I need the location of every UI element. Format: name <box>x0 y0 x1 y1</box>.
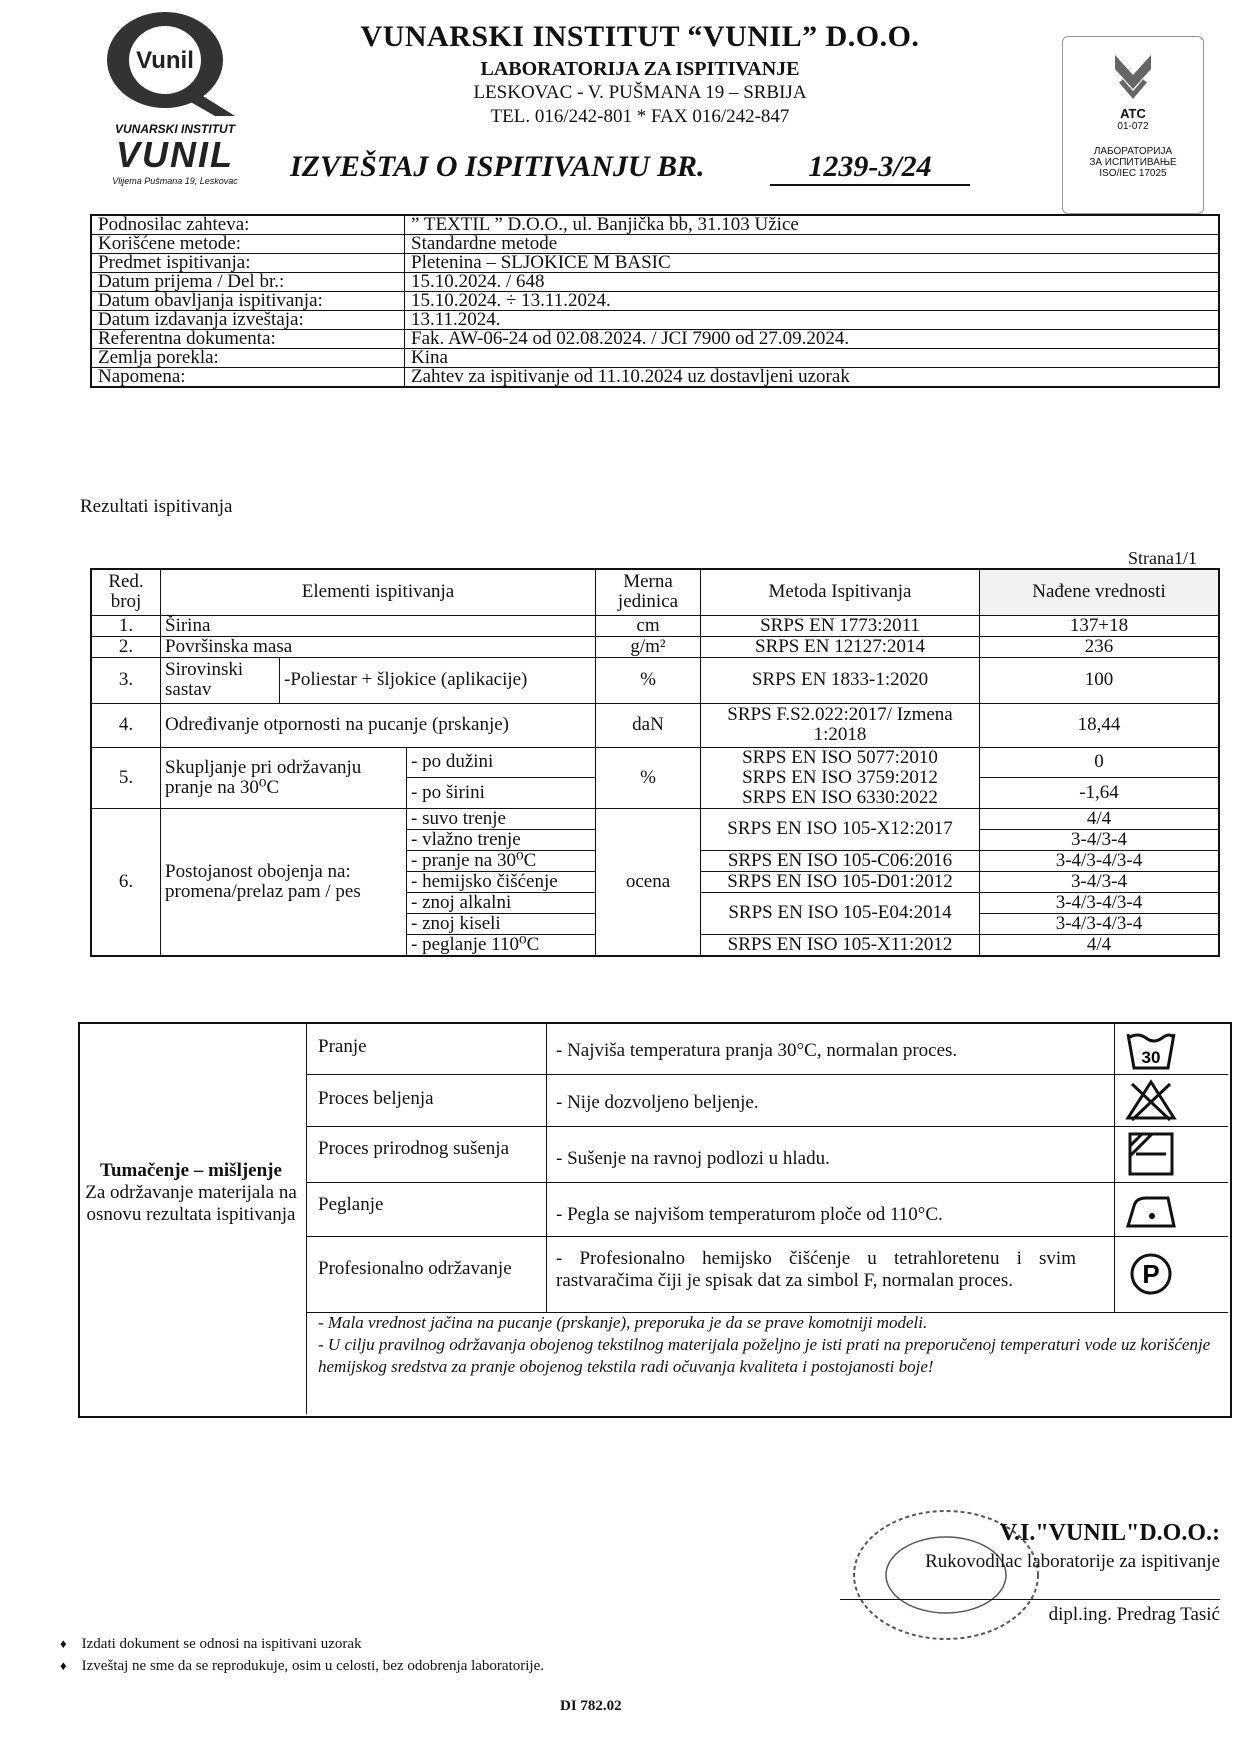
care-desc: - Sušenje na ravnoj podlozi u hladu. <box>556 1148 830 1169</box>
row-value: 3-4/3-4 <box>980 829 1220 850</box>
accreditation-badge <box>1062 36 1204 214</box>
care-row-professional <box>306 1236 1228 1313</box>
method-line: SRPS EN ISO 6330:2022 <box>742 786 938 808</box>
row-value: 137+18 <box>980 615 1220 636</box>
info-key: Napomena: <box>91 368 405 388</box>
footer-note-text: Izdati dokument se odnosi na ispitivani uzorak <box>81 1636 362 1652</box>
row-subelement: - znoj kiseli <box>407 913 596 934</box>
info-key: Zemlja porekla: <box>91 349 405 368</box>
row-unit: g/m² <box>596 636 701 657</box>
info-value: Kina <box>405 349 1220 368</box>
care-label: Proces beljenja <box>318 1088 434 1109</box>
logo-q-text: Vunil <box>136 47 194 74</box>
info-key: Podnosilac zahteva: <box>91 215 405 235</box>
info-key: Datum prijema / Del br.: <box>91 273 405 292</box>
wash-30-icon <box>1124 1028 1178 1072</box>
bullet-icon: ♦ <box>60 1636 67 1651</box>
table-row <box>91 808 1219 829</box>
row-method: SRPS EN 12127:2014 <box>701 636 980 657</box>
table-row <box>91 636 1219 657</box>
row-unit: cm <box>596 615 701 636</box>
bullet-icon: ♦ <box>60 1658 67 1673</box>
info-key: Predmet ispitivanja: <box>91 254 405 273</box>
row-method: SRPS EN 1833-1:2020 <box>701 657 980 703</box>
atc-emblem-icon <box>1103 51 1163 101</box>
col-header-value: Nađene vrednosti <box>980 569 1220 615</box>
method-line: SRPS EN ISO 5077:2010 <box>742 746 938 768</box>
row-value: 4/4 <box>980 934 1220 956</box>
signature-role: Rukovodilac laboratorije za ispitivanje <box>925 1551 1220 1572</box>
row-value: 3-4/3-4/3-4 <box>980 892 1220 913</box>
institute-logo <box>95 8 245 118</box>
atc-line2: ЗА ИСПИТИВАЊЕ <box>1089 157 1177 168</box>
logo-wordmark: VUNIL <box>116 134 234 175</box>
row-no: 3. <box>91 657 161 703</box>
method-line: SRPS EN ISO 3759:2012 <box>742 766 938 788</box>
document-id: DI 782.02 <box>560 1698 622 1714</box>
info-value: Standardne metode <box>405 235 1220 254</box>
row-method: SRPS EN 1773:2011 <box>701 615 980 636</box>
table-row <box>91 657 1219 703</box>
row-subelement: -Poliestar + šljokice (aplikacije) <box>280 657 596 703</box>
table-row <box>91 747 1219 778</box>
flat-dry-shade-icon <box>1124 1132 1178 1176</box>
row-method: SRPS EN ISO 105-X12:2017 <box>701 808 980 850</box>
row-method: SRPS EN ISO 105-X11:2012 <box>701 934 980 956</box>
interpretation-notes <box>318 1312 1218 1378</box>
row-subelement: - po dužini <box>407 747 596 778</box>
page-number: Strana1/1 <box>1128 548 1197 568</box>
row-subelement: - suvo trenje <box>407 808 596 829</box>
logo-address: Vlijema Pušmana 19, Leskovac <box>112 176 238 186</box>
col-header-unit: Merna jedinica <box>596 569 701 615</box>
care-desc: - Profesionalno hemijsko čišćenje u tetrahloretenu i svim rastvaračima čiji je spisak dat za simbol F, normalan proces. <box>556 1248 1076 1291</box>
signature-company: V.I."VUNIL"D.O.O.: <box>999 1520 1220 1546</box>
row-subelement: - hemijsko čišćenje <box>407 871 596 892</box>
info-value: Fak. AW-06-24 od 02.08.2024. / JCI 7900 od 27.09.2024. <box>405 330 1220 349</box>
care-label: Profesionalno održavanje <box>318 1258 512 1279</box>
no-bleach-icon <box>1124 1078 1178 1122</box>
row-method <box>701 747 980 808</box>
col-header-no: Red. broj <box>91 569 161 615</box>
care-desc: - Pegla se najvišom temperaturom ploče od 110°C. <box>556 1204 943 1225</box>
row-element: Površinska masa <box>161 636 596 657</box>
institute-name: VUNARSKI INSTITUT “VUNIL” D.O.O. <box>360 20 920 53</box>
info-value: ” TEXTIL ” D.O.O., ul. Banjička bb, 31.103 Užice <box>405 215 1220 235</box>
row-value: 3-4/3-4/3-4 <box>980 850 1220 871</box>
row-value: 18,44 <box>980 703 1220 747</box>
note-line: - U cilju pravilnog održavanja obojenog tekstilnog materijala poželjno je isti prati na preporučenoj temperaturi vode uz korišćenje hemijskog sredstva za pranje obojenog tekstila radi očuvanja kvaliteta i postojanosti boje! <box>318 1335 1211 1376</box>
row-no: 2. <box>91 636 161 657</box>
row-element: Širina <box>161 615 596 636</box>
atc-line1: ЛАБОРАТОРИЈА <box>1093 146 1173 157</box>
info-row <box>91 273 1219 292</box>
row-method: SRPS EN ISO 105-D01:2012 <box>701 871 980 892</box>
row-element: Skupljanje pri održavanju pranje na 30⁰C <box>161 747 407 808</box>
request-info-table <box>90 214 1220 388</box>
row-value: -1,64 <box>980 778 1220 809</box>
row-subelement: - peglanje 110⁰C <box>407 934 596 956</box>
row-unit: ocena <box>596 808 701 956</box>
care-row-ironing <box>306 1182 1228 1237</box>
care-label: Proces prirodnog sušenja <box>318 1138 510 1159</box>
results-table <box>90 568 1220 957</box>
row-value: 100 <box>980 657 1220 703</box>
info-value: 13.11.2024. <box>405 311 1220 330</box>
row-element: Postojanost obojenja na: promena/prelaz pam / pes <box>161 808 407 956</box>
row-subelement: - po širini <box>407 778 596 809</box>
logo-subtitle: VUNARSKI INSTITUT <box>115 122 235 136</box>
atc-code: 01-072 <box>1117 121 1149 132</box>
col-header-elements: Elementi ispitivanja <box>161 569 596 615</box>
footer-note-2 <box>60 1658 544 1675</box>
atc-label: ATC <box>1120 106 1146 121</box>
info-row <box>91 292 1219 311</box>
note-line: - Mala vrednost jačina na pucanje (prskanje), preporuka je da se prave komotniji modeli. <box>318 1313 928 1332</box>
row-unit: % <box>596 657 701 703</box>
care-label: Peglanje <box>318 1194 384 1215</box>
interpretation-title: Tumačenje – mišljenje <box>100 1160 282 1181</box>
vunil-q-logo-icon <box>95 8 245 118</box>
info-key: Referentna dokumenta: <box>91 330 405 349</box>
dryclean-letter: P <box>1142 1259 1160 1289</box>
care-label: Pranje <box>318 1036 367 1057</box>
row-method: SRPS EN ISO 105-E04:2014 <box>701 892 980 934</box>
info-row <box>91 254 1219 273</box>
care-desc: - Nije dozvoljeno beljenje. <box>556 1092 759 1113</box>
signature-name: dipl.ing. Predrag Tasić <box>840 1599 1220 1626</box>
care-desc: - Najviša temperatura pranja 30°C, normalan proces. <box>556 1040 958 1061</box>
info-row <box>91 235 1219 254</box>
info-row <box>91 368 1219 388</box>
wash-temp-text: 30 <box>1141 1048 1161 1067</box>
row-method: SRPS EN ISO 105-C06:2016 <box>701 850 980 871</box>
signature-block <box>840 1520 1220 1626</box>
results-heading: Rezultati ispitivanja <box>80 496 233 517</box>
table-row <box>91 703 1219 747</box>
row-value: 236 <box>980 636 1220 657</box>
info-value: Zahtev za ispitivanje od 11.10.2024 uz dostavljeni uzorak <box>405 368 1220 388</box>
row-no: 6. <box>91 808 161 956</box>
info-row <box>91 215 1219 235</box>
row-element: Određivanje otpornosti na pucanje (prskanje) <box>161 703 596 747</box>
iron-low-icon <box>1124 1188 1178 1232</box>
lab-address: LESKOVAC - V. PUŠMANA 19 – SRBIJA <box>473 82 807 103</box>
interpretation-title-block <box>80 1160 302 1226</box>
info-key: Korišćene metode: <box>91 235 405 254</box>
table-row <box>91 615 1219 636</box>
footer-note-text: Izveštaj ne sme da se reprodukuje, osim u celosti, bez odobrenja laboratorije. <box>81 1658 544 1674</box>
info-value: 15.10.2024. ÷ 13.11.2024. <box>405 292 1220 311</box>
row-value: 3-4/3-4/3-4 <box>980 913 1220 934</box>
atc-line3: ISO/IEC 17025 <box>1099 168 1167 179</box>
interpretation-text: Za održavanje materijala na osnovu rezultata ispitivanja <box>85 1182 297 1225</box>
care-row-drying <box>306 1126 1228 1183</box>
row-no: 1. <box>91 615 161 636</box>
row-value: 4/4 <box>980 808 1220 829</box>
row-unit: % <box>596 747 701 808</box>
info-value: Pletenina – SLJOKICE M BASIC <box>405 254 1220 273</box>
lab-name: LABORATORIJA ZA ISPITIVANJE <box>480 58 800 80</box>
info-row <box>91 349 1219 368</box>
col-header-method: Metoda Ispitivanja <box>701 569 980 615</box>
row-element: Sirovinski sastav <box>161 657 280 703</box>
info-row <box>91 330 1219 349</box>
care-row-washing <box>306 1022 1228 1075</box>
info-key: Datum izdavanja izveštaja: <box>91 311 405 330</box>
info-value: 15.10.2024. / 648 <box>405 273 1220 292</box>
row-no: 4. <box>91 703 161 747</box>
lab-phone: TEL. 016/242-801 * FAX 016/242-847 <box>490 106 790 127</box>
table-header-row <box>91 569 1219 615</box>
row-subelement: - znoj alkalni <box>407 892 596 913</box>
row-no: 5. <box>91 747 161 808</box>
dryclean-p-icon <box>1124 1252 1178 1296</box>
care-row-bleaching <box>306 1074 1228 1127</box>
row-unit: daN <box>596 703 701 747</box>
row-subelement: - pranje na 30⁰C <box>407 850 596 871</box>
row-subelement: - vlažno trenje <box>407 829 596 850</box>
row-value: 3-4/3-4 <box>980 871 1220 892</box>
row-value: 0 <box>980 747 1220 778</box>
report-title: IZVEŠTAJ O ISPITIVANJU BR. <box>290 150 705 183</box>
footer-note-1 <box>60 1636 362 1653</box>
info-key: Datum obavljanja ispitivanja: <box>91 292 405 311</box>
report-number: 1239-3/24 <box>770 150 970 186</box>
info-row <box>91 311 1219 330</box>
row-method: SRPS F.S2.022:2017/ Izmena 1:2018 <box>701 703 980 747</box>
